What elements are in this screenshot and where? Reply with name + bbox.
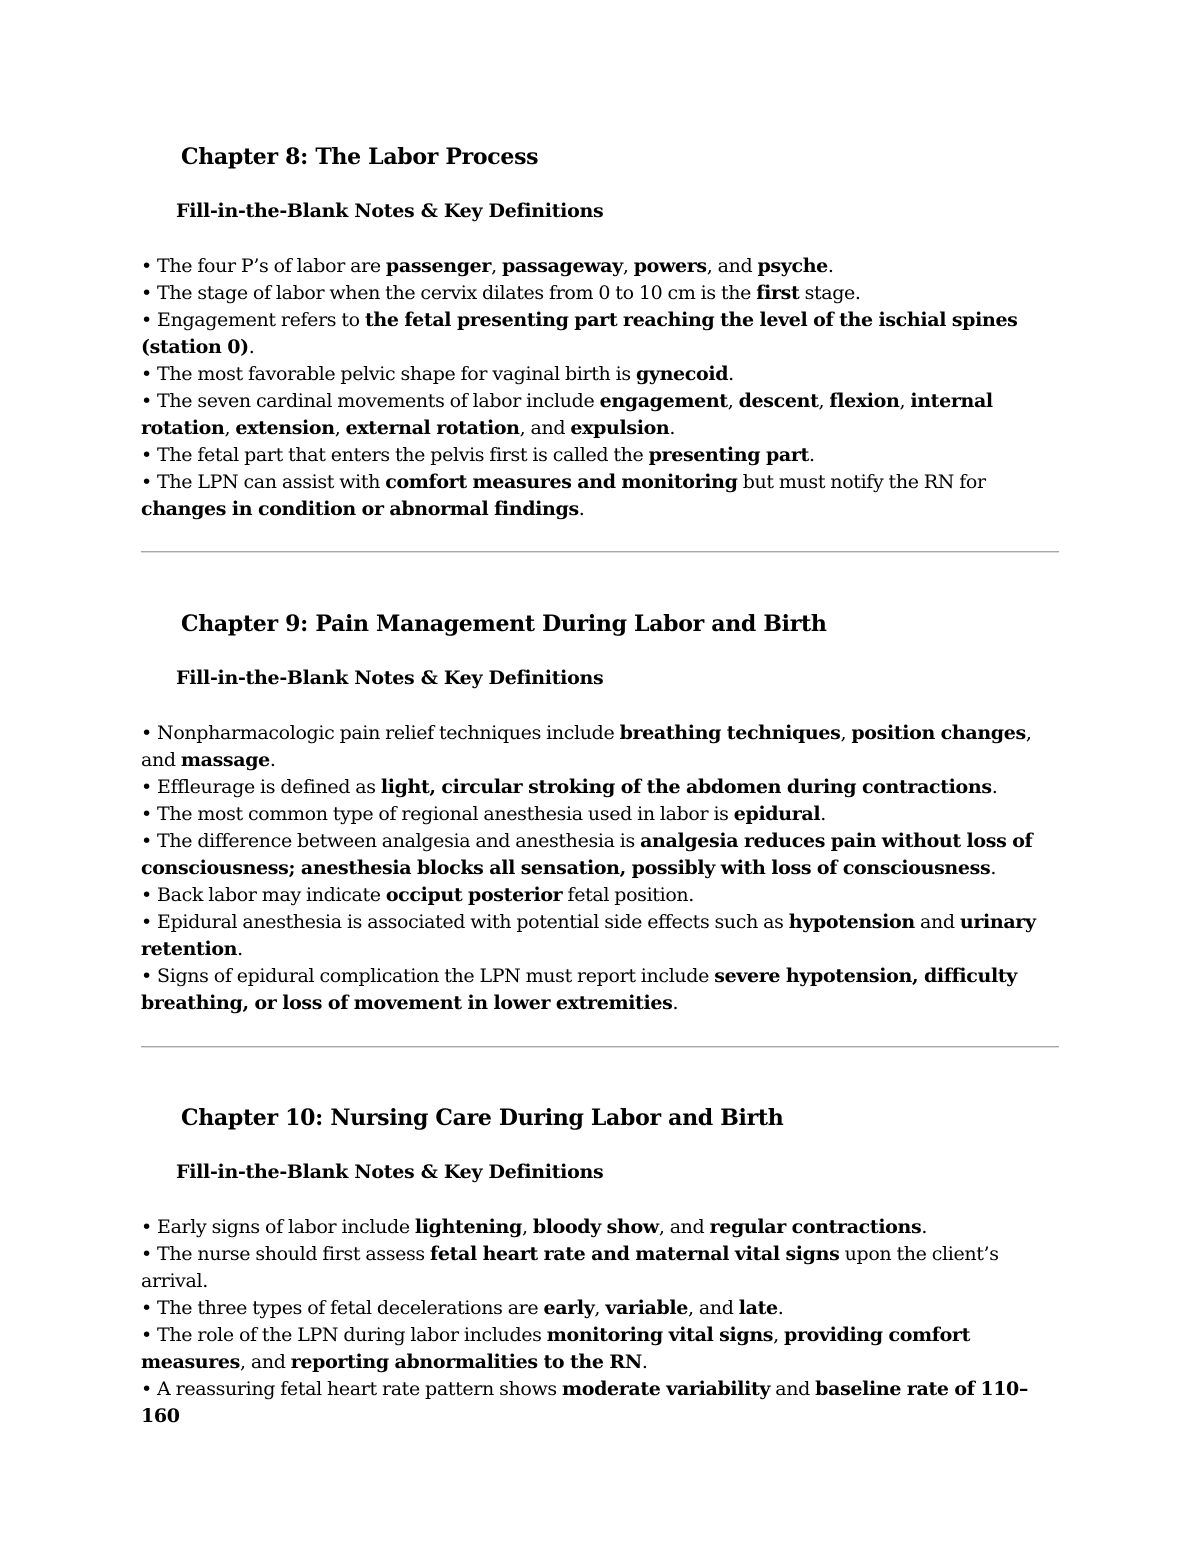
bullet-text: .	[728, 363, 734, 385]
key-term: urinary retention	[141, 911, 1036, 960]
bullet-text: stage.	[799, 282, 861, 304]
bullet-item	[141, 361, 1059, 388]
bullet-text: • Signs of epidural complication the LPN must report include	[141, 965, 715, 987]
key-term: light, circular stroking of the abdomen during contractions	[380, 776, 992, 798]
section-divider	[141, 551, 1059, 552]
key-term: psyche	[757, 255, 828, 277]
bullet-text: ,	[622, 255, 634, 277]
bullet-text: • The seven cardinal movements of labor include	[141, 390, 600, 412]
bullet-text: .	[578, 498, 585, 520]
key-term: epidural	[733, 803, 821, 825]
key-term: passenger	[385, 255, 492, 277]
chapter-9-section	[141, 610, 1059, 1017]
bullet-item	[141, 388, 1059, 442]
bullet-text: • Nonpharmacologic pain relief techniques include	[141, 722, 620, 744]
bullet-text: , and	[658, 1216, 710, 1238]
bullet-text: , and	[706, 255, 758, 277]
key-term: providing comfort measures	[141, 1324, 971, 1373]
bullet-text: .	[990, 857, 997, 879]
bullet-text: • The role of the LPN during labor includes	[141, 1324, 547, 1346]
key-term: the fetal presenting part reaching the level of the ischial spines (station 0)	[141, 309, 1018, 358]
key-term: comfort measures and monitoring	[385, 471, 738, 493]
bullet-text: , and	[519, 417, 571, 439]
bullet-item	[141, 909, 1059, 963]
bullet-text: • The stage of labor when the cervix dilates from 0 to 10 cm is the	[141, 282, 757, 304]
key-term: bloody show	[532, 1216, 659, 1238]
key-term: powers	[633, 255, 707, 277]
key-term: variable	[605, 1297, 688, 1319]
bullet-text: .	[808, 444, 815, 466]
bullet-text: • The difference between analgesia and anesthesia is	[141, 830, 641, 852]
bullet-text: • The most common type of regional anesthesia used in labor is	[141, 803, 734, 825]
key-term: analgesia reduces pain without loss of consciousness; anesthesia blocks all sensation, possibly with loss of consciousness	[141, 830, 1033, 879]
bullet-text: .	[820, 803, 826, 825]
bullet-text: .	[641, 1351, 648, 1373]
bullet-text: • Back labor may indicate	[141, 884, 386, 906]
chapter-subtitle: Fill-in-the-Blank Notes & Key Definitions	[176, 200, 604, 222]
key-term: presenting part	[648, 444, 809, 466]
bullet-text: and	[914, 911, 960, 933]
bullet-text: • The nurse should first assess	[141, 1243, 431, 1265]
key-term: severe hypotension, difficulty breathing, or loss of movement in lower extremities	[141, 965, 1017, 1014]
key-term: gynecoid	[635, 363, 729, 385]
chapter-8-section	[141, 143, 1059, 523]
key-term: fetal heart rate and maternal vital signs	[430, 1243, 840, 1265]
bullet-text: .	[777, 1297, 784, 1319]
section-divider	[141, 1046, 1059, 1047]
bullet-item	[141, 307, 1059, 361]
bullet-text: ,	[594, 1297, 606, 1319]
key-term: changes in condition or abnormal findings	[141, 498, 579, 520]
chapter-title: Chapter 10: Nursing Care During Labor and Birth	[181, 1105, 784, 1131]
key-term: occiput posterior	[385, 884, 563, 906]
bullet-item	[141, 963, 1059, 1017]
key-term: breathing techniques	[619, 722, 841, 744]
key-term: reporting abnormalities to the RN	[290, 1351, 642, 1373]
bullet-text: upon the client’s arrival.	[141, 1243, 999, 1292]
bullet-text: • The fetal part that enters the pelvis first is called the	[141, 444, 649, 466]
key-term: early	[543, 1297, 595, 1319]
key-term: external rotation	[345, 417, 520, 439]
chapter-subtitle: Fill-in-the-Blank Notes & Key Definitions	[176, 667, 604, 689]
bullet-text: • A reassuring fetal heart rate pattern shows	[141, 1378, 562, 1400]
bullet-text: and	[770, 1378, 816, 1400]
key-term: monitoring vital signs	[546, 1324, 774, 1346]
bullet-item	[141, 1295, 1059, 1322]
key-term: internal rotation	[141, 390, 993, 439]
key-term: first	[756, 282, 800, 304]
key-term: expulsion	[570, 417, 670, 439]
bullet-item	[141, 882, 1059, 909]
bullet-text: .	[269, 749, 276, 771]
bullet-text: • Effleurage is defined as	[141, 776, 381, 798]
bullet-item	[141, 1241, 1059, 1295]
bullet-text: ,	[727, 390, 739, 412]
key-term: massage	[180, 749, 270, 771]
bullet-text: , and	[240, 1351, 291, 1373]
bullet-text: .	[921, 1216, 928, 1238]
bullet-item	[141, 828, 1059, 882]
bullet-item	[141, 1214, 1059, 1241]
key-term: hypotension	[788, 911, 915, 933]
bullet-list	[141, 253, 1059, 523]
bullet-item	[141, 253, 1059, 280]
bullet-text: fetal position.	[562, 884, 694, 906]
bullet-text: .	[248, 336, 255, 358]
key-term: passageway	[501, 255, 623, 277]
key-term: late	[738, 1297, 778, 1319]
bullet-text: • The four P’s of labor are	[141, 255, 386, 277]
bullet-text: .	[237, 938, 243, 960]
bullet-text: , and	[688, 1297, 739, 1319]
chapter-subtitle: Fill-in-the-Blank Notes & Key Definitions	[176, 1161, 604, 1183]
bullet-item	[141, 1322, 1059, 1376]
chapter-title: Chapter 9: Pain Management During Labor and Birth	[181, 611, 827, 637]
bullet-text: ,	[840, 722, 852, 744]
bullet-text: • Early signs of labor include	[141, 1216, 415, 1238]
bullet-text: • Engagement refers to	[141, 309, 365, 331]
bullet-text: ,	[491, 255, 502, 277]
bullet-text: .	[669, 417, 676, 439]
bullet-text: .	[827, 255, 834, 277]
key-term: position changes	[851, 722, 1026, 744]
key-term: engagement	[599, 390, 728, 412]
bullet-text: ,	[899, 390, 911, 412]
key-term: extension	[235, 417, 335, 439]
bullet-text: ,	[521, 1216, 533, 1238]
chapter-title: Chapter 8: The Labor Process	[181, 144, 539, 170]
bullet-text: • The most favorable pelvic shape for vaginal birth is	[141, 363, 636, 385]
key-term: lightening	[414, 1216, 522, 1238]
bullet-text: • The three types of fetal decelerations are	[141, 1297, 544, 1319]
bullet-text: ,	[334, 417, 346, 439]
bullet-item	[141, 774, 1059, 801]
key-term: baseline rate of 110–160	[141, 1378, 1029, 1427]
bullet-text: ,	[818, 390, 830, 412]
key-term: moderate variability	[562, 1378, 771, 1400]
bullet-item	[141, 801, 1059, 828]
bullet-text: .	[991, 776, 998, 798]
bullet-item	[141, 469, 1059, 523]
bullet-text: ,	[773, 1324, 785, 1346]
bullet-item	[141, 720, 1059, 774]
bullet-text: but must notify the RN for	[737, 471, 986, 493]
bullet-text: ,	[224, 417, 236, 439]
key-term: regular contractions	[709, 1216, 922, 1238]
bullet-list	[141, 1214, 1059, 1430]
bullet-item	[141, 442, 1059, 469]
bullet-list	[141, 720, 1059, 1017]
bullet-text: .	[672, 992, 679, 1014]
bullet-item	[141, 1376, 1059, 1430]
bullet-item	[141, 280, 1059, 307]
bullet-text: , and	[141, 722, 1032, 771]
bullet-text: • Epidural anesthesia is associated with potential side effects such as	[141, 911, 789, 933]
key-term: flexion	[829, 390, 900, 412]
chapter-10-section	[141, 1104, 1059, 1430]
key-term: descent	[738, 390, 819, 412]
bullet-text: • The LPN can assist with	[141, 471, 386, 493]
